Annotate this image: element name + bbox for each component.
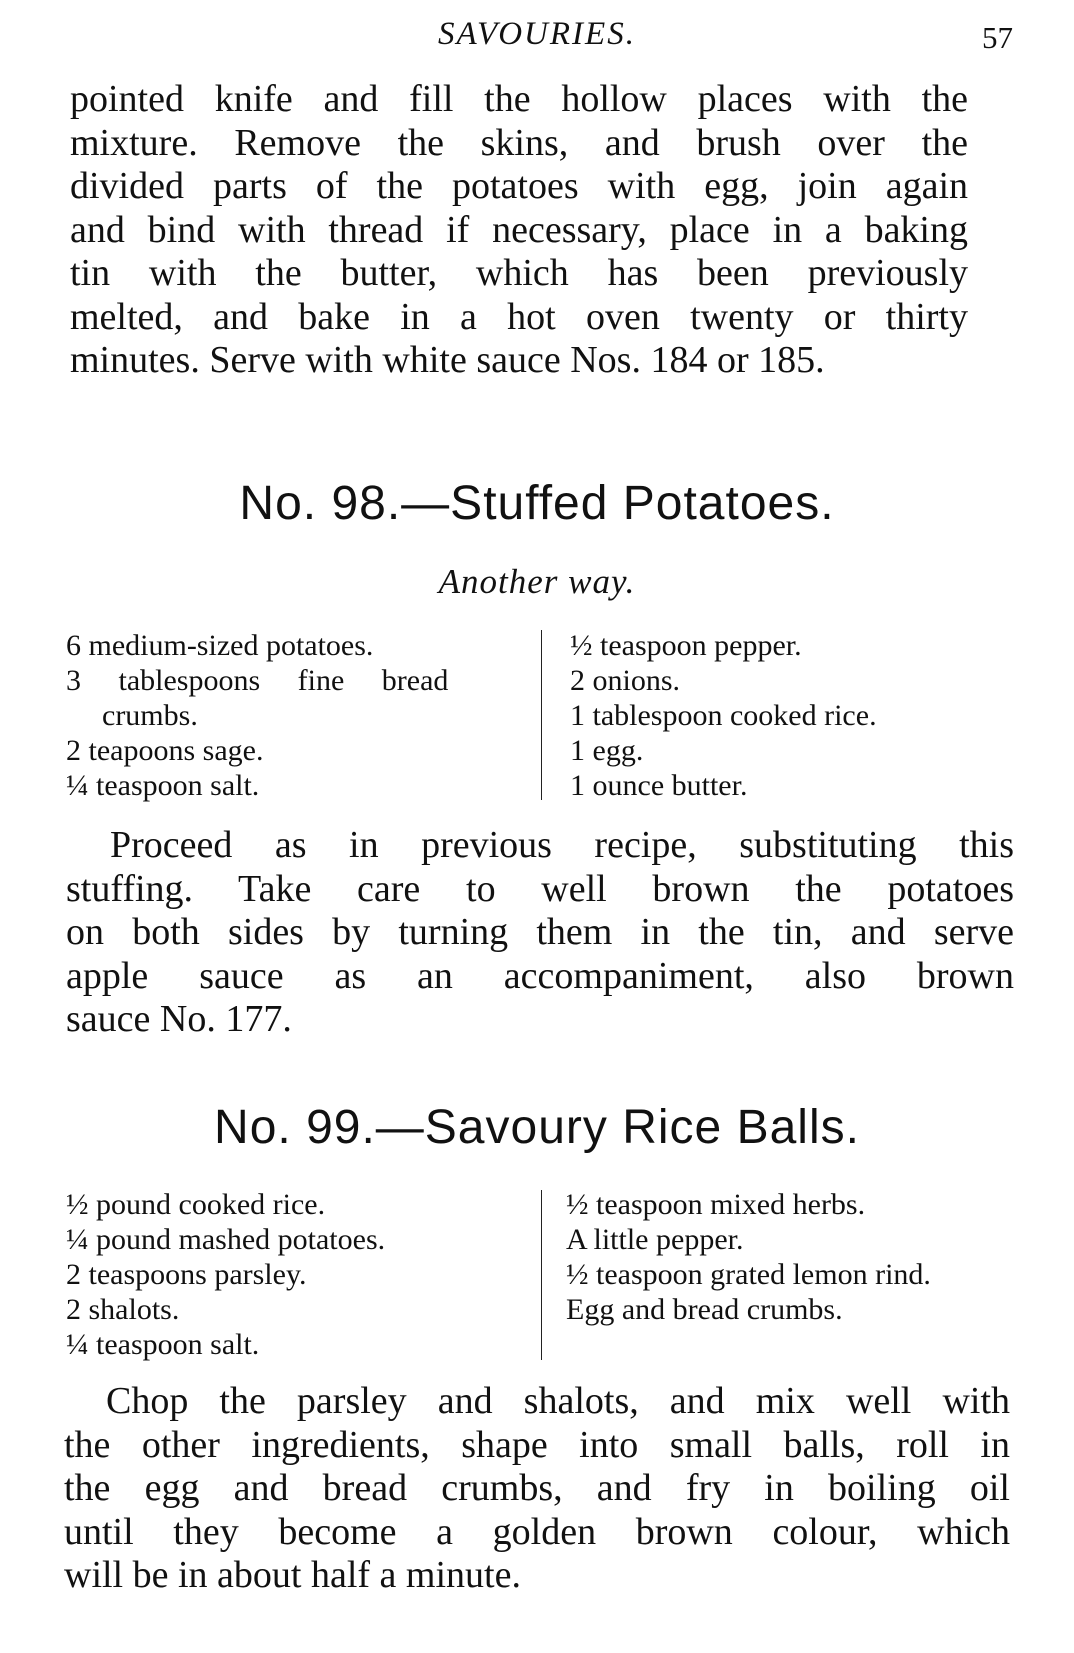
ingredient-item: crumbs. xyxy=(102,699,198,732)
recipe-98-method xyxy=(66,824,1014,1042)
paragraph-line: pointed knife and fill the hollow places with the xyxy=(70,78,968,120)
paragraph-line: melted, and bake in a hot oven twenty or thirty xyxy=(70,295,968,338)
recipe-98-ingredients-left xyxy=(66,628,516,803)
paragraph-line: on both sides by turning them in the tin, and serve xyxy=(66,911,1014,953)
paragraph-line: until they become a golden brown colour, which xyxy=(64,1510,1010,1553)
recipe-99-method xyxy=(64,1380,1010,1598)
paragraph-line: the egg and bread crumbs, and fry in boiling oil xyxy=(64,1467,1010,1509)
ingredient-item: 3 tablespoons fine bread xyxy=(66,664,449,697)
ingredient-item: ¼ teaspoon salt. xyxy=(66,1328,260,1361)
paragraph-line: will be in about half a minute. xyxy=(64,1554,521,1596)
running-header-title: SAVOURIES. xyxy=(438,16,636,52)
paragraph-line: stuffing. Take care to well brown the potatoes xyxy=(66,867,1014,910)
ingredient-item: 1 tablespoon cooked rice. xyxy=(570,699,877,732)
ingredient-item: 2 shalots. xyxy=(66,1293,180,1326)
ingredient-item: A little pepper. xyxy=(566,1223,744,1256)
ingredient-item: 6 medium-sized potatoes. xyxy=(66,629,374,662)
paragraph-line: Proceed as in previous recipe, substituting this xyxy=(110,824,1014,866)
ingredient-item: 1 ounce butter. xyxy=(570,769,748,802)
intro-paragraph xyxy=(70,78,968,383)
ingredient-item: ½ teaspoon pepper. xyxy=(570,629,802,662)
column-divider xyxy=(541,1190,542,1360)
paragraph-line: the other ingredients, shape into small balls, roll in xyxy=(64,1423,1010,1466)
recipe-98-ingredients-right xyxy=(570,628,1010,803)
ingredient-item: ½ teaspoon mixed herbs. xyxy=(566,1188,866,1221)
recipe-98-subheading: Another way. xyxy=(438,562,636,601)
ingredient-item: ½ pound cooked rice. xyxy=(66,1188,326,1221)
paragraph-line: minutes. Serve with white sauce Nos. 184 or 185. xyxy=(70,339,825,381)
paragraph-line: and bind with thread if necessary, place in a baking xyxy=(70,208,968,251)
ingredient-item: ¼ teaspoon salt. xyxy=(66,769,260,802)
ingredient-item: 2 teaspoons parsley. xyxy=(66,1258,307,1291)
paragraph-line: tin with the butter, which has been previously xyxy=(70,252,968,294)
column-divider xyxy=(541,630,542,800)
ingredient-item: ¼ pound mashed potatoes. xyxy=(66,1223,386,1256)
page-number: 57 xyxy=(982,20,1013,55)
recipe-99-ingredients-left xyxy=(66,1187,516,1362)
ingredient-item: 2 onions. xyxy=(570,664,681,697)
ingredient-item: 2 teapoons sage. xyxy=(66,734,264,767)
paragraph-line: Chop the parsley and shalots, and mix well with xyxy=(106,1380,1010,1422)
ingredient-item: Egg and bread crumbs. xyxy=(566,1293,843,1326)
recipe-99-ingredients-right xyxy=(566,1187,1036,1327)
paragraph-line: apple sauce as an accompaniment, also brown xyxy=(66,954,1014,997)
paragraph-line: divided parts of the potatoes with egg, join again xyxy=(70,165,968,207)
ingredient-item: ½ teaspoon grated lemon rind. xyxy=(566,1258,931,1291)
paragraph-line: sauce No. 177. xyxy=(66,998,292,1040)
ingredient-item: 1 egg. xyxy=(570,734,644,767)
recipe-99-heading: No. 99.—Savoury Rice Balls. xyxy=(214,1101,860,1154)
paragraph-line: mixture. Remove the skins, and brush over the xyxy=(70,121,968,164)
recipe-98-heading: No. 98.—Stuffed Potatoes. xyxy=(239,477,835,530)
